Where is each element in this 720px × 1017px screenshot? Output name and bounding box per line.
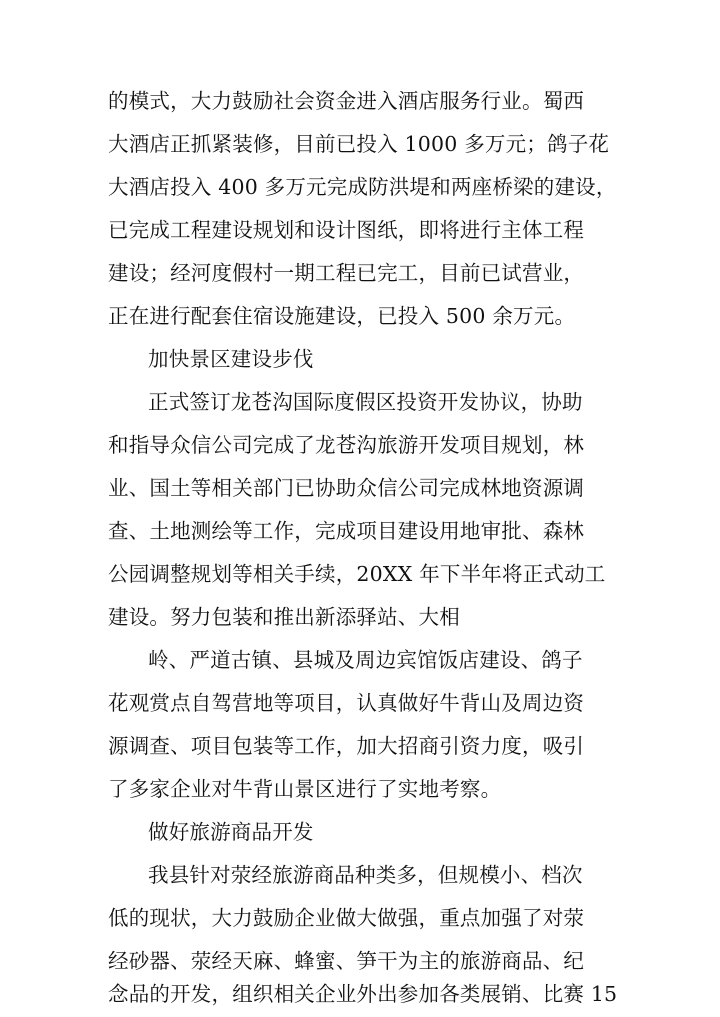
text-line: 建设；经河度假村一期工程已完工，目前已试营业， xyxy=(108,261,585,285)
text-line: 大酒店正抓紧装修，目前已投入 1000 多万元；鸽子花 xyxy=(108,132,610,156)
text-line: 建设。努力包装和推出新添驿站、大相 xyxy=(108,605,460,629)
text-line: 我县针对荥经旅游商品种类多，但规模小、档次 xyxy=(148,863,583,887)
text-line: 低的现状，大力鼓励企业做大做强，重点加强了对荥 xyxy=(108,906,585,930)
section-heading: 做好旅游商品开发 xyxy=(148,820,314,844)
text-line: 查、土地测绘等工作，完成项目建设用地审批、森林 xyxy=(108,519,585,543)
text-line: 和指导众信公司完成了龙苍沟旅游开发项目规划，林 xyxy=(108,433,585,457)
text-line: 经砂器、荥经天麻、蜂蜜、笋干为主的旅游商品、纪 xyxy=(108,949,585,973)
text-line: 了多家企业对牛背山景区进行了实地考察。 xyxy=(108,777,502,801)
text-line: 正式签订龙苍沟国际度假区投资开发协议，协助 xyxy=(148,390,583,414)
text-line: 念品的开发，组织相关企业外出参加各类展销、比赛 15 xyxy=(108,982,618,1006)
text-line: 大酒店投入 400 多万元完成防洪堤和两座桥梁的建设， xyxy=(108,175,617,199)
text-line: 已完成工程建设规划和设计图纸，即将进行主体工程 xyxy=(108,218,585,242)
text-line: 正在进行配套住宿设施建设，已投入 500 余万元。 xyxy=(108,304,576,328)
text-line: 公园调整规划等相关手续，20XX 年下半年将正式动工 xyxy=(108,562,606,586)
text-line: 花观赏点自驾营地等项目，认真做好牛背山及周边资 xyxy=(108,691,585,715)
text-line: 的模式，大力鼓励社会资金进入酒店服务行业。蜀西 xyxy=(108,89,585,113)
text-line: 岭、严道古镇、县城及周边宾馆饭店建设、鸽子 xyxy=(148,648,583,672)
text-line: 源调查、项目包装等工作，加大招商引资力度，吸引 xyxy=(108,734,585,758)
section-heading: 加快景区建设步伐 xyxy=(148,347,314,371)
text-line: 业、国土等相关部门已协助众信公司完成林地资源调 xyxy=(108,476,585,500)
